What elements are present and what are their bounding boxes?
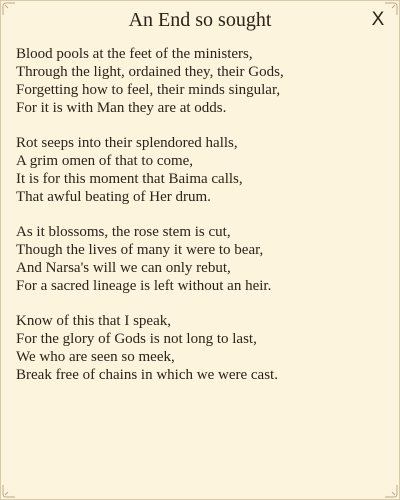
poem-line: Through the light, ordained they, their Gods, bbox=[16, 64, 284, 80]
stanza bbox=[16, 223, 391, 295]
poem-line: Know of this that I speak, bbox=[16, 313, 171, 329]
poem-line: Though the lives of many it were to bear, bbox=[16, 242, 264, 258]
poem-body bbox=[16, 45, 391, 401]
poem-line: Break free of chains in which we were cast. bbox=[16, 367, 278, 383]
corner-ornament-icon bbox=[384, 484, 398, 498]
stanza bbox=[16, 134, 391, 206]
window-title: An End so sought bbox=[128, 9, 272, 31]
poem-line: Forgetting how to feel, their minds singular, bbox=[16, 82, 281, 98]
poem-line: For a sacred lineage is left without an heir. bbox=[16, 278, 272, 294]
poem-line: We who are seen so meek, bbox=[16, 349, 175, 365]
poem-line: As it blossoms, the rose stem is cut, bbox=[16, 224, 231, 240]
close-button[interactable]: X bbox=[371, 9, 385, 30]
poem-line: For it is with Man they are at odds. bbox=[16, 100, 227, 116]
poem-line: That awful beating of Her drum. bbox=[16, 189, 211, 205]
corner-ornament-icon bbox=[2, 484, 16, 498]
stanza bbox=[16, 45, 391, 117]
stanza bbox=[16, 312, 391, 384]
poem-line: Rot seeps into their splendored halls, bbox=[16, 135, 238, 151]
poem-line: A grim omen of that to come, bbox=[16, 153, 194, 169]
poem-line: Blood pools at the feet of the ministers, bbox=[16, 46, 253, 62]
poem-line: And Narsa's will we can only rebut, bbox=[16, 260, 231, 276]
poem-line: It is for this moment that Baima calls, bbox=[16, 171, 243, 187]
poem-line: For the glory of Gods is not long to last, bbox=[16, 331, 257, 347]
